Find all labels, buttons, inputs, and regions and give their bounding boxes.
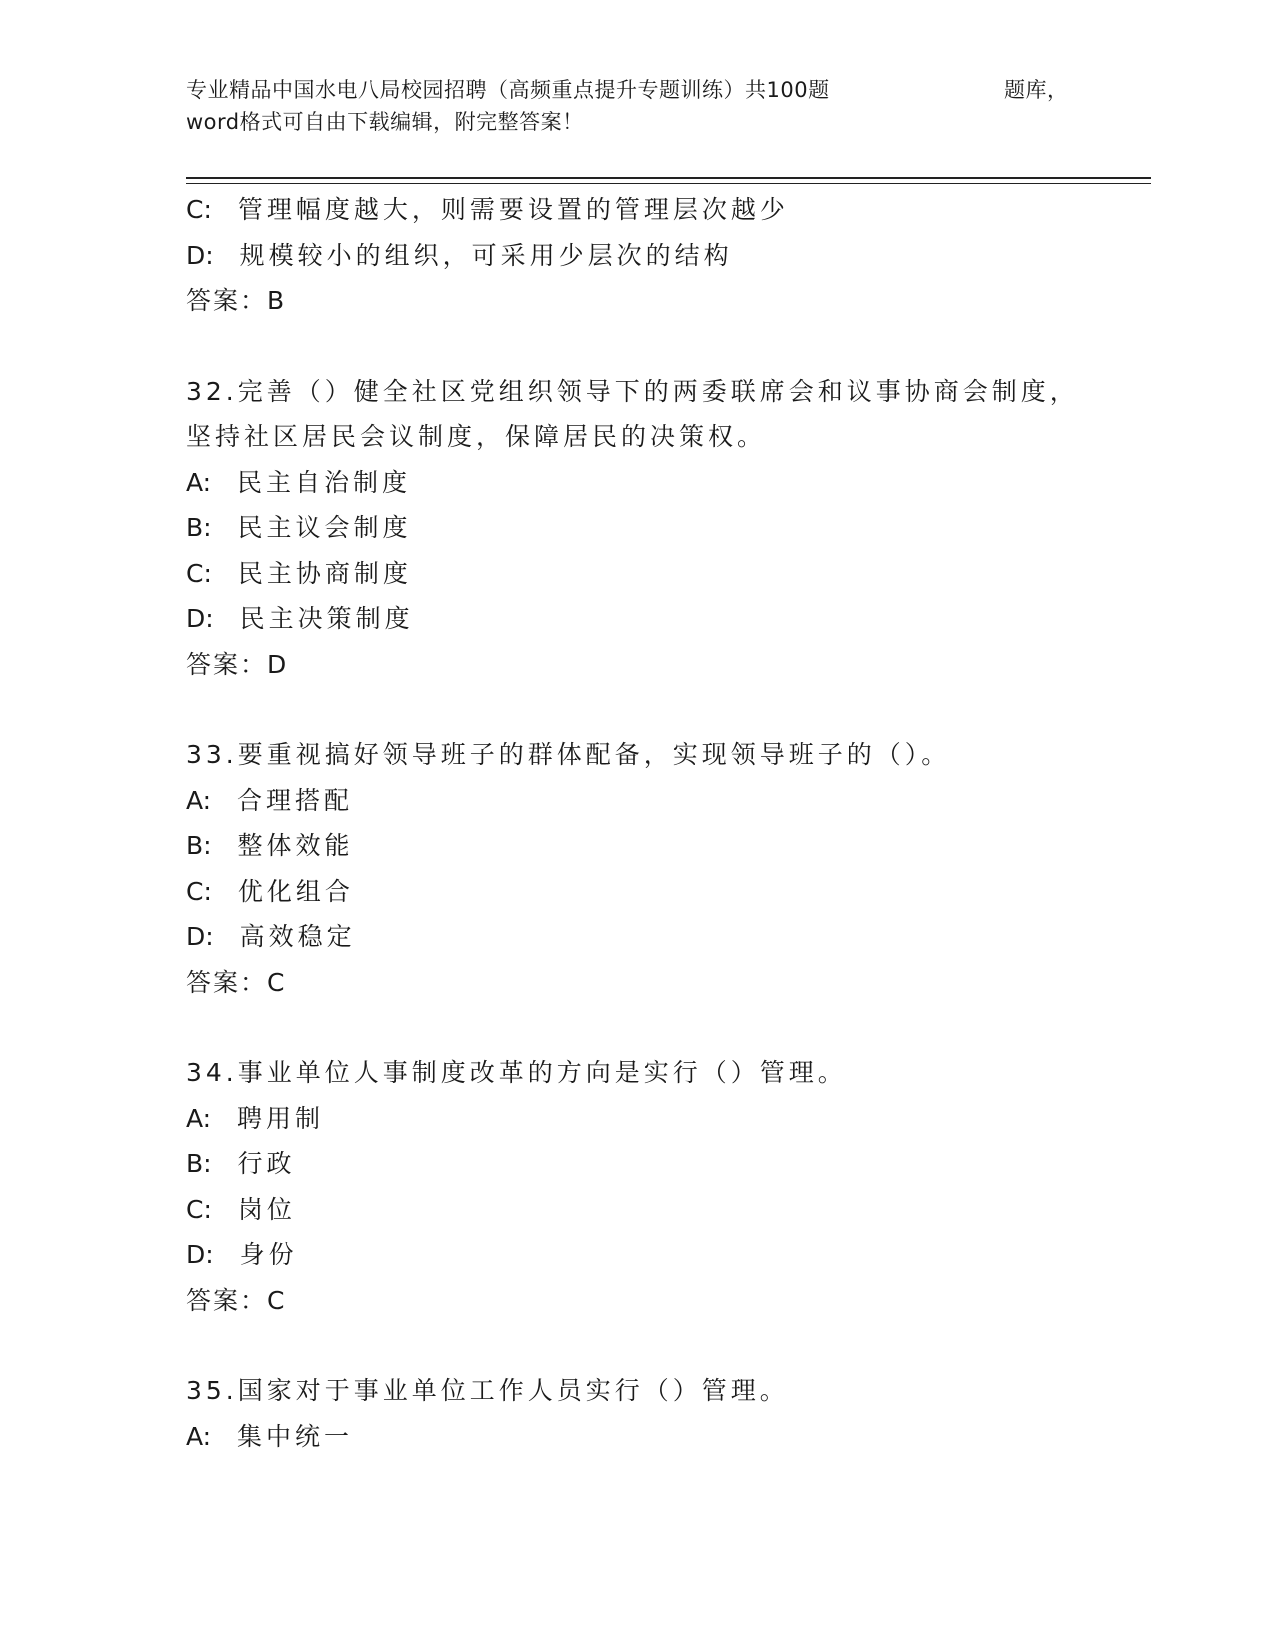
- option-text: 聘用制: [237, 1103, 325, 1133]
- option-text: 民主议会制度: [237, 513, 412, 542]
- option-letter: B:: [186, 1149, 212, 1178]
- header-title: 专业精品中国水电八局校园招聘（高频重点提升专题训练）共100题: [186, 78, 830, 102]
- answer-line: 答案：D: [186, 649, 289, 679]
- option-line: [186, 1187, 1151, 1233]
- option-text: 行政: [237, 1149, 296, 1178]
- question-stem: 32.完善（）健全社区党组织领导下的两委联席会和议事协商会制度，: [186, 376, 1079, 406]
- option-letter: B:: [186, 831, 212, 860]
- option-letter: A:: [186, 1103, 212, 1133]
- question-stem: 33.要重视搞好领导班子的群体配备，实现领导班子的（）。: [186, 740, 951, 769]
- option-text: 优化组合: [237, 876, 354, 906]
- question-stem: 35.国家对于事业单位工作人员实行（）管理。: [186, 1376, 789, 1405]
- question-gap: [186, 687, 1151, 732]
- header-subtitle: word格式可自由下载编辑，附完整答案！: [186, 110, 584, 134]
- question-content: [186, 187, 1151, 1459]
- option-letter: B:: [186, 513, 212, 542]
- option-line: [186, 1414, 1151, 1460]
- option-letter: A:: [186, 785, 212, 815]
- option-text: 民主自治制度: [237, 467, 412, 497]
- option-text: 整体效能: [237, 831, 354, 860]
- option-line: [186, 460, 1151, 506]
- option-text: 民主协商制度: [237, 558, 412, 588]
- header-divider-thin: [186, 183, 1151, 184]
- option-line: [186, 823, 1151, 869]
- option-line: [186, 551, 1151, 597]
- option-line: [186, 778, 1151, 824]
- question-gap: [186, 1005, 1151, 1050]
- answer-line: 答案：C: [186, 967, 287, 997]
- header-line-1: [186, 74, 1086, 106]
- option-text: 集中统一: [237, 1421, 354, 1451]
- answer-line: 答案：C: [186, 1285, 287, 1315]
- option-text: 身份: [239, 1240, 298, 1269]
- option-line: [186, 869, 1151, 915]
- option-text: 岗位: [237, 1194, 296, 1224]
- option-text: 高效稳定: [239, 922, 356, 951]
- question-stem: 34.事业单位人事制度改革的方向是实行（）管理。: [186, 1058, 847, 1087]
- option-letter: C:: [186, 558, 212, 588]
- option-line: [186, 1096, 1151, 1142]
- option-line: [186, 596, 1151, 642]
- question-stem-continued: 坚持社区居民会议制度，保障居民的决策权。: [186, 422, 767, 451]
- option-letter: A:: [186, 1421, 212, 1451]
- question-gap: [186, 324, 1151, 369]
- option-letter: C:: [186, 876, 212, 906]
- option-letter: D:: [186, 1240, 214, 1269]
- option-letter: C:: [186, 195, 212, 224]
- answer-line: 答案：B: [186, 286, 287, 315]
- option-line: [186, 914, 1151, 960]
- option-letter: C:: [186, 1194, 212, 1224]
- page-header: [186, 74, 1086, 138]
- option-letter: D:: [186, 922, 214, 951]
- option-line: [186, 1141, 1151, 1187]
- header-title-suffix: 题库，: [1004, 78, 1069, 102]
- option-letter: D:: [186, 240, 214, 270]
- option-line: [186, 233, 1151, 279]
- option-text: 民主决策制度: [239, 604, 414, 633]
- option-letter: D:: [186, 604, 214, 633]
- option-text: 规模较小的组织，可采用少层次的结构: [239, 240, 733, 270]
- question-gap: [186, 1323, 1151, 1368]
- option-letter: A:: [186, 467, 212, 497]
- option-text: 管理幅度越大，则需要设置的管理层次越少: [237, 195, 789, 224]
- option-line: [186, 1232, 1151, 1278]
- option-text: 合理搭配: [237, 785, 354, 815]
- header-divider-thick: [186, 177, 1151, 179]
- option-line: [186, 505, 1151, 551]
- option-line: [186, 187, 1151, 233]
